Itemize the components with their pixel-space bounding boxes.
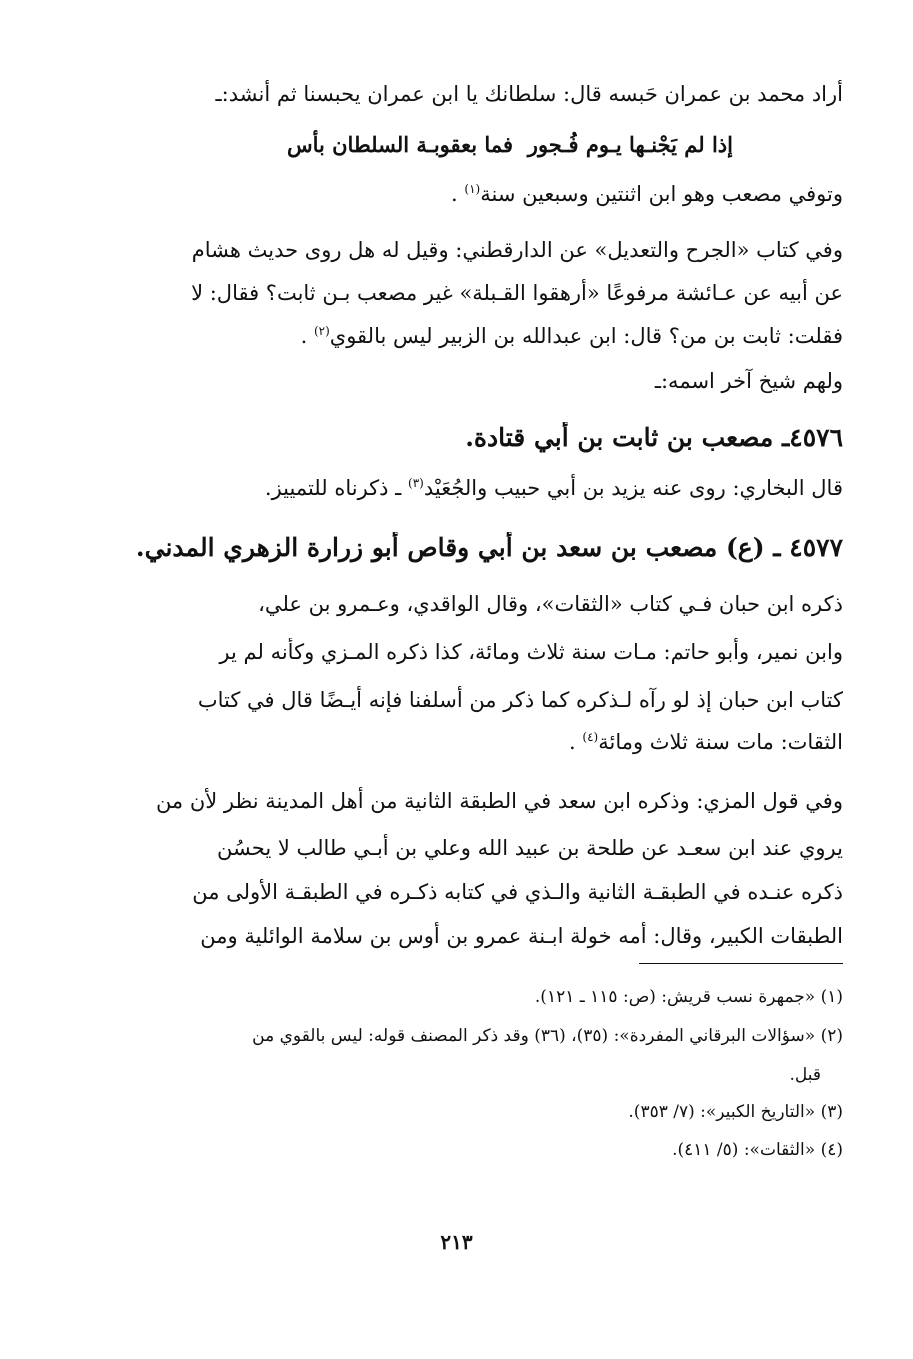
text-line: الطبقات الكبير، وقال: أمه خولة ابـنة عمرو بن أوس بن سلامة الوائلية ومن xyxy=(200,924,843,948)
text-line xyxy=(70,322,843,350)
entry-heading-4576: ٤٥٧٦ـ مصعب بن ثابت بن أبي قتادة. xyxy=(465,423,843,452)
text-span: ـ ذكرناه للتمييز. xyxy=(264,476,402,500)
text-line xyxy=(70,474,843,502)
text-span: . xyxy=(451,182,458,206)
text-line: وفي قول المزي: وذكره ابن سعد في الطبقة الثانية من أهل المدينة نظر لأن من xyxy=(155,789,843,813)
footnote-1: (١) «جمهرة نسب قريش: (ص: ١١٥ ـ ١٢١). xyxy=(534,987,843,1007)
text-line xyxy=(70,180,843,208)
text-span: وتوفي مصعب وهو ابن اثنتين وسبعين سنة xyxy=(480,182,843,206)
text-line: ذكره ابن حبان فـي كتاب «الثقات»، وقال الواقدي، وعـمرو بن علي، xyxy=(258,592,843,616)
footnote-4: (٤) «الثقات»: (٥/ ٤١١). xyxy=(672,1140,843,1160)
verse-hemistich-left: فما بعقوبـة السلطان بأس xyxy=(286,132,513,157)
footnote-ref-2: (٢) xyxy=(313,324,330,338)
footnote-separator xyxy=(639,963,843,964)
text-line: ولهم شيخ آخر اسمه:ـ xyxy=(654,369,843,393)
text-line xyxy=(70,728,843,756)
text-span: الثقات: مات سنة ثلاث ومائة xyxy=(598,730,843,754)
page-number: ٢١٣ xyxy=(440,1230,473,1254)
text-line: ذكره عنـده في الطبقـة الثانية والـذي في كتابه ذكـره في الطبقـة الأولى من xyxy=(192,880,843,904)
text-span: قال البخاري: روى عنه يزيد بن أبي حبيب والجُعَيْد xyxy=(423,476,843,500)
text-line: يروي عند ابن سعـد عن طلحة بن عبيد الله وعلي بن أبـي طالب لا يحسُن xyxy=(217,836,843,860)
footnote-3: (٣) «التاريخ الكبير»: (٧/ ٣٥٣). xyxy=(628,1102,843,1122)
footnote-2: (٢) «سؤالات البرقاني المفردة»: (٣٥)، (٣٦) وقد ذكر المصنف قوله: ليس بالقوي من xyxy=(252,1026,843,1046)
text-line: وابن نمير، وأبو حاتم: مـات سنة ثلاث ومائة، كذا ذكره المـزي وكأنه لم ير xyxy=(219,640,843,664)
text-line: كتاب ابن حبان إذ لو رآه لـذكره كما ذكر من أسلفنا فإنه أيـضًا قال في كتاب xyxy=(197,688,843,712)
verse-hemistich-right: إذا لم يَجْنـها يـوم فُـجور xyxy=(527,132,733,157)
text-line: وفي كتاب «الجرح والتعديل» عن الدارقطني: وقيل له هل روى حديث هشام xyxy=(191,238,843,262)
text-line: عن أبيه عن عـائشة مرفوعًا «أرهقوا القـبلة» غير مصعب بـن ثابت؟ فقال: لا xyxy=(191,281,843,305)
footnote-2-continued: قبل. xyxy=(789,1065,821,1085)
footnote-ref-3: (٣) xyxy=(408,476,424,490)
text-line: أراد محمد بن عمران حَبسه قال: سلطانك يا ابن عمران يحبسنا ثم أنشد:ـ xyxy=(215,82,843,106)
entry-heading-4577: ٤٥٧٧ ـ (ع) مصعب بن سعد بن أبي وقاص أبو زرارة الزهري المدني. xyxy=(135,533,843,562)
text-span: فقلت: ثابت بن من؟ قال: ابن عبدالله بن الزبير ليس بالقوي xyxy=(329,324,843,348)
text-span: . xyxy=(569,730,576,754)
text-span: . xyxy=(300,324,308,348)
footnote-ref-1: (١) xyxy=(464,182,481,196)
footnote-ref-4: (٤) xyxy=(582,730,599,744)
